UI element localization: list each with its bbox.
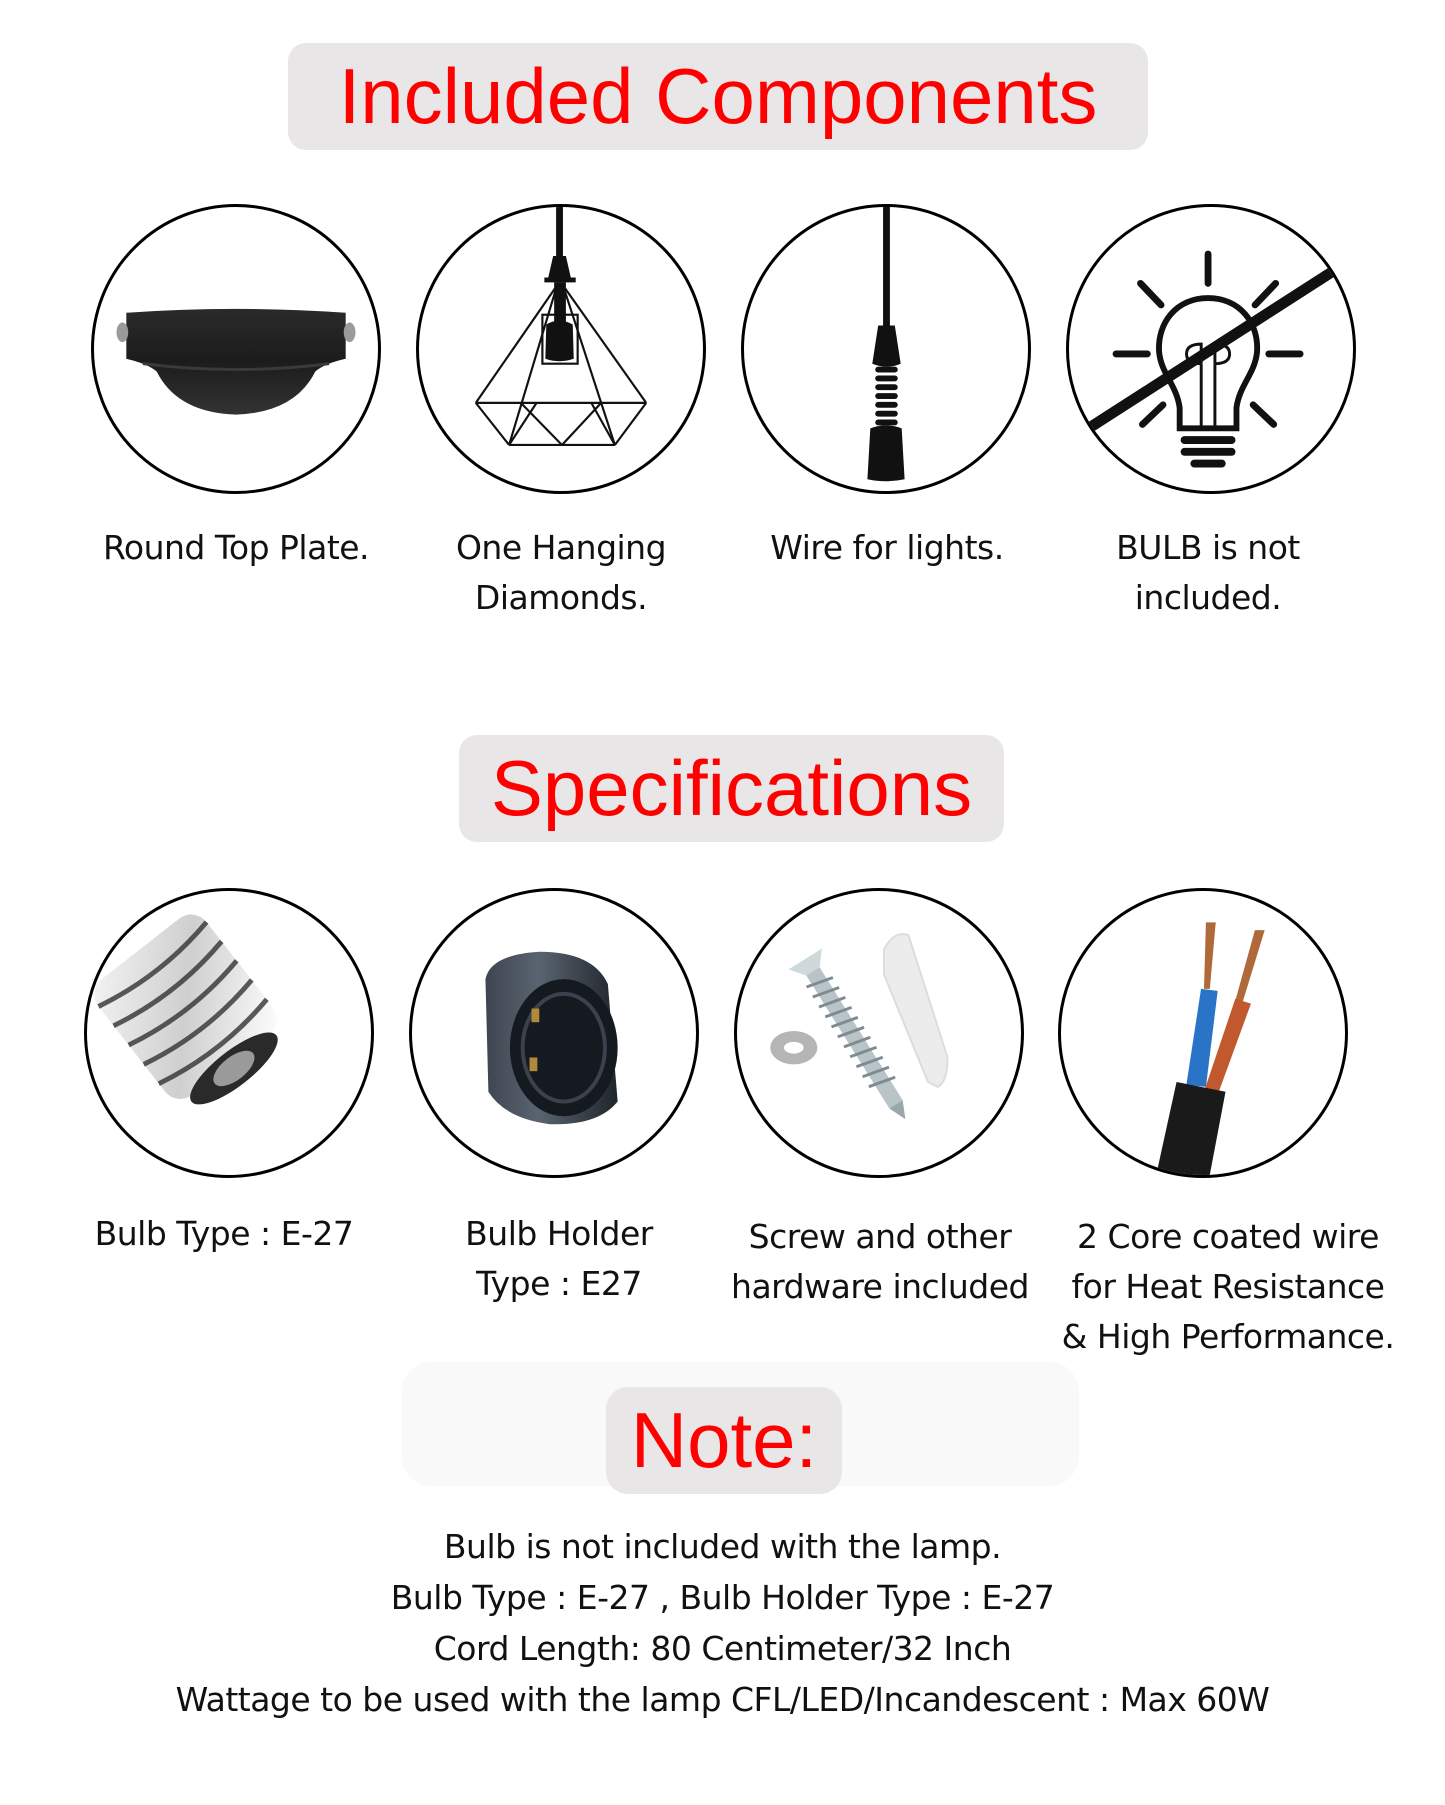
label-line: for Heat Resistance (1071, 1267, 1385, 1306)
ceiling-plate-icon (94, 207, 378, 491)
round-top-plate-image (91, 204, 381, 494)
bulb-not-included-image (1066, 204, 1356, 494)
note-heading: Note: (630, 1396, 818, 1484)
specifications-heading-box (459, 735, 1004, 842)
round-top-plate-label (103, 523, 369, 573)
bulb-crossed-icon (1069, 207, 1353, 491)
two-core-wire-label (1062, 1212, 1395, 1362)
label-line: Diamonds. (474, 578, 648, 617)
note-line: Bulb Type : E-27 , Bulb Holder Type : E-27 (390, 1578, 1055, 1617)
bulb-type-label (95, 1209, 354, 1259)
wire-for-lights-label (770, 523, 1003, 573)
note-heading-box (606, 1387, 842, 1494)
label-line: Round Top Plate. (102, 528, 370, 567)
diamond-pendant-icon (419, 207, 703, 491)
bulb-holder-label (465, 1209, 653, 1309)
label-line: Type : E27 (476, 1264, 642, 1303)
label-line: Bulb Holder (465, 1214, 653, 1253)
note-line: Wattage to be used with the lamp CFL/LED/Incandescent : Max 60W (175, 1680, 1270, 1719)
screw-hardware-image (734, 888, 1024, 1178)
label-line: One Hanging (455, 528, 667, 567)
wire-for-lights-image (741, 204, 1031, 494)
bulb-type-image (84, 888, 374, 1178)
hanging-diamond-image (416, 204, 706, 494)
included-components-heading: Included Components (338, 52, 1098, 140)
screw-hardware-label (731, 1212, 1029, 1312)
specifications-heading: Specifications (490, 744, 973, 832)
label-line: Bulb Type : E-27 (94, 1214, 354, 1253)
two-core-wire-image (1058, 888, 1348, 1178)
label-line: hardware included (731, 1267, 1029, 1306)
e27-bulb-base-icon (87, 891, 371, 1175)
wire-holder-icon (744, 207, 1028, 491)
label-line: included. (1134, 578, 1282, 617)
label-line: & High Performance. (1061, 1317, 1395, 1356)
bulb-holder-image (409, 888, 699, 1178)
label-line: BULB is not (1116, 528, 1300, 567)
bulb-not-included-label (1116, 523, 1300, 623)
label-line: Wire for lights. (770, 528, 1004, 567)
note-line: Bulb is not included with the lamp. (443, 1527, 1002, 1566)
hanging-diamonds-label (456, 523, 666, 623)
bulb-holder-icon (412, 891, 696, 1175)
note-text-block (0, 1521, 1445, 1725)
screw-hardware-icon (737, 891, 1021, 1175)
note-line: Cord Length: 80 Centimeter/32 Inch (433, 1629, 1012, 1668)
two-core-wire-icon (1061, 891, 1345, 1175)
label-line: 2 Core coated wire (1077, 1217, 1379, 1256)
included-components-heading-box (288, 43, 1148, 150)
label-line: Screw and other (748, 1217, 1012, 1256)
